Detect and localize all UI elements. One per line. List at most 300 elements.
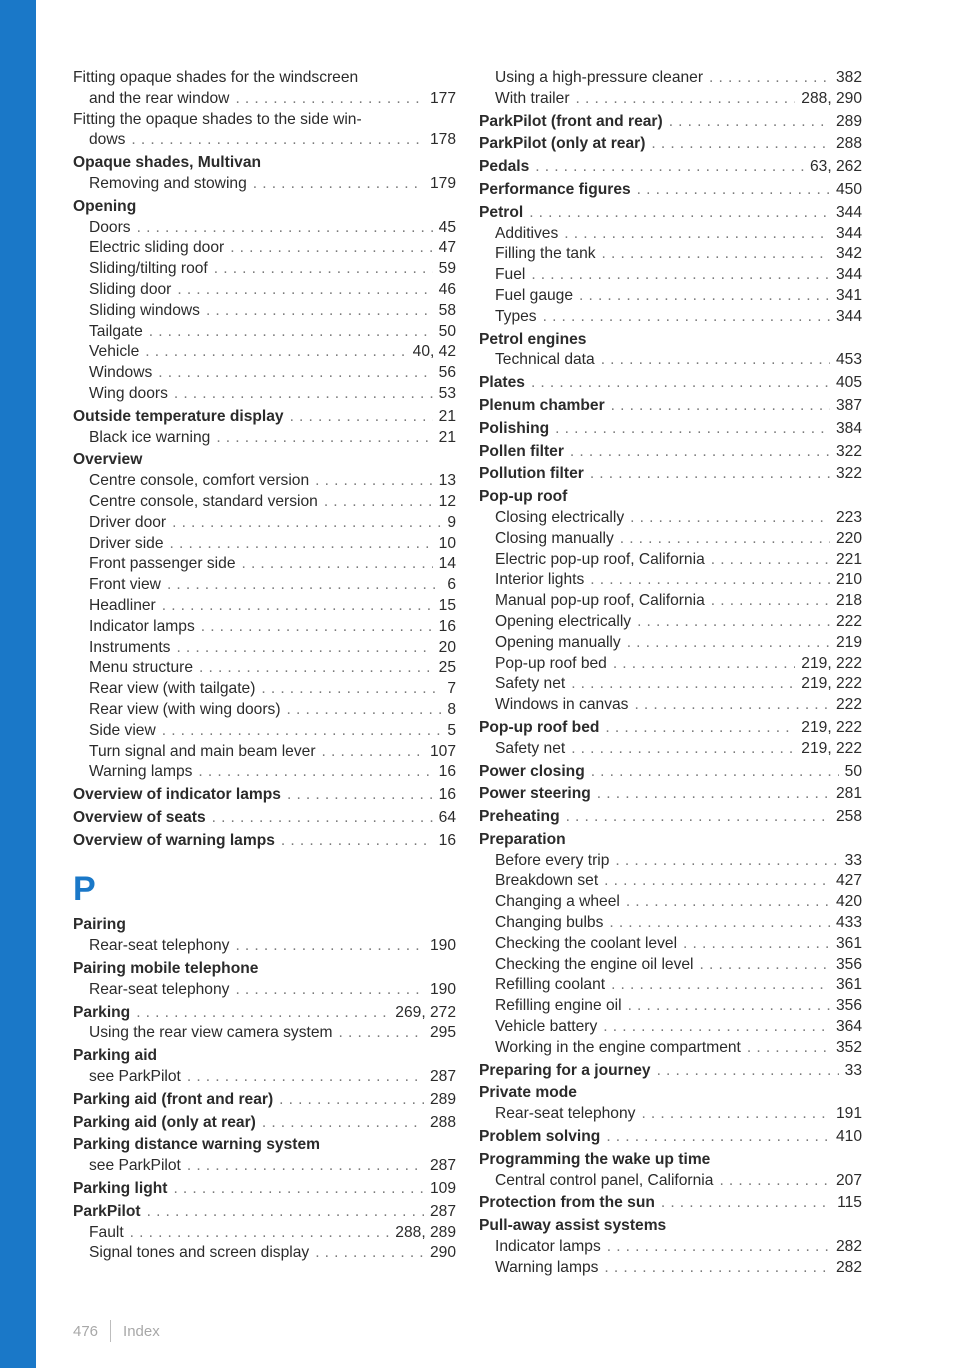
page-reference: 33 (844, 1061, 862, 1079)
entry-label: Additives (495, 224, 559, 242)
entry-label: Problem solving (479, 1128, 601, 1146)
index-heading (479, 419, 862, 440)
index-entry (479, 180, 862, 201)
index-subentry (73, 301, 456, 322)
dot-leader (543, 307, 830, 328)
index-heading (479, 487, 862, 508)
page-reference: 9 (447, 513, 456, 531)
index-subentry (73, 575, 456, 596)
index-subentry (73, 936, 456, 957)
dot-leader (147, 1202, 424, 1223)
entry-label: Power steering (479, 785, 591, 803)
index-subentry (73, 596, 456, 617)
entry-label: With trailer (495, 89, 570, 107)
entry-label: Using the rear view camera system (89, 1024, 333, 1042)
page-reference: 46 (438, 280, 456, 298)
dot-leader (719, 1171, 830, 1192)
index-heading (479, 1083, 862, 1104)
page-reference: 361 (835, 934, 862, 952)
index-subentry (479, 851, 862, 872)
entry-label: Electric pop-up roof, California (495, 550, 705, 568)
entry-label: Polishing (479, 419, 550, 437)
entry-label: Types (495, 307, 537, 325)
page-reference: 64 (438, 808, 456, 826)
index-heading (479, 1150, 862, 1171)
dot-leader (315, 471, 433, 492)
page-reference: 13 (438, 472, 456, 490)
page-reference: 16 (438, 617, 456, 635)
page-reference: 344 (835, 224, 862, 242)
index-entry (479, 330, 862, 372)
dot-leader (603, 1017, 830, 1038)
index-subentry (73, 617, 456, 638)
page-reference: 8 (447, 700, 456, 718)
entry-label: Parking aid (front and rear) (73, 1090, 274, 1108)
index-heading (479, 1193, 862, 1214)
entry-label: Changing bulbs (495, 914, 604, 932)
chapter-color-bar (0, 0, 36, 1368)
dot-leader (570, 442, 830, 463)
index-subentry (479, 89, 862, 110)
entry-label: Plenum chamber (479, 396, 605, 414)
dot-leader (287, 700, 442, 721)
dot-leader (566, 807, 830, 828)
entry-label: Preparing for a journey (479, 1061, 651, 1079)
index-heading (479, 134, 862, 155)
entry-label: Outside temperature display (73, 407, 284, 425)
dot-leader (198, 762, 432, 783)
page-number: 476 (73, 1322, 99, 1340)
entry-label: ParkPilot (only at rear) (479, 135, 646, 153)
index-subentry (479, 244, 862, 265)
page-reference: 219, 222 (801, 739, 862, 757)
page-reference: 53 (438, 384, 456, 402)
page-reference: 341 (835, 286, 862, 304)
page-reference: 223 (835, 508, 862, 526)
entry-label: see ParkPilot (89, 1157, 181, 1175)
page-reference: 344 (835, 266, 862, 284)
page-reference: 219 (835, 633, 862, 651)
entry-label: Opening manually (495, 633, 621, 651)
page-reference: 58 (438, 301, 456, 319)
index-subentry (73, 280, 456, 301)
dot-leader (531, 373, 830, 394)
page-reference: 287 (429, 1068, 456, 1086)
dot-leader (529, 203, 830, 224)
entry-label: Driver door (89, 513, 167, 531)
dot-leader (174, 384, 433, 405)
entry-label: Windows in canvas (495, 696, 629, 714)
index-subentry (73, 492, 456, 513)
page-reference: 364 (835, 1018, 862, 1036)
dot-leader (606, 1127, 830, 1148)
index-subentry (479, 307, 862, 328)
entry-label: Closing manually (495, 529, 614, 547)
index-subentry (73, 322, 456, 343)
entry-label: Safety net (495, 739, 566, 757)
entry-label: Power closing (479, 762, 585, 780)
entry-label: Menu structure (89, 659, 194, 677)
page-reference: 21 (438, 407, 456, 425)
index-heading (73, 407, 456, 428)
index-subentry (73, 679, 456, 700)
page-footer (73, 1320, 160, 1342)
index-subentry (479, 871, 862, 892)
index-entry (479, 807, 862, 828)
index-entry (479, 464, 862, 485)
page-reference: 288 (429, 1113, 456, 1131)
index-heading (73, 1046, 456, 1067)
index-subentry (73, 259, 456, 280)
entry-label: Vehicle battery (495, 1018, 598, 1036)
page-reference: 433 (835, 914, 862, 932)
entry-label: Private mode (479, 1084, 577, 1102)
entry-label: Pop-up roof (479, 488, 568, 506)
index-column-right (479, 68, 862, 1281)
entry-label: Pull-away assist systems (479, 1217, 667, 1235)
entry-label: Warning lamps (495, 1258, 599, 1276)
dot-leader (590, 464, 830, 485)
entry-label: Electric sliding door (89, 239, 225, 257)
index-entry (479, 830, 862, 1059)
index-heading (73, 808, 456, 829)
index-subentry (73, 513, 456, 534)
page-reference: 218 (835, 592, 862, 610)
dot-leader (634, 695, 830, 716)
dot-leader (605, 718, 795, 739)
entry-label: Indicator lamps (495, 1238, 601, 1256)
index-entry (479, 1083, 862, 1125)
entry-label: Central control panel, California (495, 1171, 714, 1189)
page-reference: 219, 222 (801, 654, 862, 672)
index-subentry (73, 554, 456, 575)
entry-label: Pop-up roof bed (479, 718, 600, 736)
dot-leader (262, 1113, 424, 1134)
index-subentry (479, 1104, 862, 1125)
page-reference: 289 (835, 112, 862, 130)
entry-label: Front passenger side (89, 555, 236, 573)
entry-label: Parking aid (only at rear) (73, 1113, 256, 1131)
index-heading (479, 1061, 862, 1082)
dot-leader (149, 322, 433, 343)
index-subentry (73, 130, 456, 151)
page-reference: 344 (835, 307, 862, 325)
index-heading (73, 1113, 456, 1134)
entry-label: Indicator lamps (89, 617, 195, 635)
index-heading (479, 718, 862, 739)
index-subentry (479, 955, 862, 976)
index-subentry (479, 654, 862, 675)
entry-label: see ParkPilot (89, 1068, 181, 1086)
index-entry (479, 718, 862, 760)
dot-leader (261, 679, 441, 700)
entry-label: Closing electrically (495, 508, 625, 526)
index-entry (73, 153, 456, 195)
page-reference: 45 (438, 218, 456, 236)
index-subentry (73, 238, 456, 259)
entry-label: Centre console, standard version (89, 492, 318, 510)
index-heading (73, 197, 456, 218)
index-entry (479, 784, 862, 805)
index-entry (479, 419, 862, 440)
index-heading (479, 464, 862, 485)
index-heading (479, 373, 862, 394)
index-subentry (479, 1017, 862, 1038)
dot-leader (564, 224, 830, 245)
page-reference: 290 (429, 1244, 456, 1262)
entry-label: Rear-seat telephony (89, 937, 230, 955)
entry-label: Plates (479, 374, 525, 392)
index-entry (73, 1179, 456, 1200)
index-subentry (73, 700, 456, 721)
dot-leader (535, 157, 804, 178)
entry-label: Warning lamps (89, 763, 193, 781)
page-reference: 295 (429, 1024, 456, 1042)
dot-leader (590, 570, 830, 591)
dot-leader (651, 134, 830, 155)
entry-label: Parking (73, 1003, 131, 1021)
entry-label: ParkPilot (front and rear) (479, 112, 663, 130)
page-reference: 16 (438, 763, 456, 781)
entry-label: Opening electrically (495, 612, 632, 630)
entry-label: Rear-seat telephony (495, 1105, 636, 1123)
index-entry (479, 373, 862, 394)
dot-leader (187, 1067, 424, 1088)
index-heading (479, 762, 862, 783)
entry-label: Petrol (479, 203, 524, 221)
entry-label: Overview of indicator lamps (73, 786, 281, 804)
entry-label: Tailgate (89, 322, 143, 340)
dot-leader (709, 68, 830, 89)
dot-leader (176, 638, 432, 659)
dot-leader (216, 428, 432, 449)
page-reference: 190 (429, 937, 456, 955)
dot-leader (322, 742, 424, 763)
page-reference: 207 (835, 1171, 862, 1189)
page-reference: 15 (438, 596, 456, 614)
page-reference: 387 (835, 396, 862, 414)
entry-label: Working in the engine compartment (495, 1038, 741, 1056)
index-heading (479, 330, 862, 351)
dot-leader (604, 1258, 830, 1279)
dot-leader (601, 350, 830, 371)
index-subentry (479, 1258, 862, 1279)
index-subentry (73, 742, 456, 763)
dot-leader (591, 762, 839, 783)
page-reference: 177 (429, 89, 456, 107)
dot-leader (230, 238, 432, 259)
dot-leader (162, 721, 442, 742)
page-reference: 282 (835, 1238, 862, 1256)
index-entry (73, 808, 456, 829)
index-subentry (479, 674, 862, 695)
entry-label: dows (89, 131, 126, 149)
dot-leader (137, 218, 433, 239)
index-subentry (73, 534, 456, 555)
index-subentry (73, 1223, 456, 1244)
entry-label: Overview of seats (73, 808, 206, 826)
index-heading (73, 959, 456, 980)
page-reference: 109 (429, 1180, 456, 1198)
page-reference: 427 (835, 872, 862, 890)
index-subentry (73, 218, 456, 239)
index-subentry (73, 428, 456, 449)
page-reference: 190 (429, 980, 456, 998)
page-reference: 222 (835, 612, 862, 630)
page-reference: 281 (835, 785, 862, 803)
index-subentry (73, 384, 456, 405)
entry-label: Pop-up roof bed (495, 654, 607, 672)
index-heading (73, 1090, 456, 1111)
index-subentry (479, 1237, 862, 1258)
page-reference: 287 (429, 1157, 456, 1175)
page-reference: 20 (438, 638, 456, 656)
index-subentry (73, 1067, 456, 1088)
dot-leader (579, 286, 830, 307)
dot-leader (576, 89, 796, 110)
page-reference: 450 (835, 180, 862, 198)
dot-leader (637, 612, 830, 633)
dot-leader (253, 174, 424, 195)
index-subentry (479, 286, 862, 307)
entry-label: Parking aid (73, 1047, 158, 1065)
index-heading (73, 785, 456, 806)
index-entry (479, 134, 862, 155)
page-reference: 191 (835, 1105, 862, 1123)
index-subentry (73, 762, 456, 783)
entry-label: Pedals (479, 158, 530, 176)
index-entry (479, 762, 862, 783)
dot-leader (613, 654, 795, 675)
index-subentry (73, 89, 456, 110)
entry-label: Rear view (with tailgate) (89, 680, 256, 698)
dot-leader (136, 1003, 389, 1024)
index-heading (479, 180, 862, 201)
page-reference: 219, 222 (801, 675, 862, 693)
dot-leader (199, 658, 433, 679)
index-entry (73, 407, 456, 449)
dot-leader (130, 1223, 390, 1244)
dot-leader (609, 913, 830, 934)
dot-leader (235, 980, 424, 1001)
index-subentry (73, 1243, 456, 1264)
index-subentry (479, 739, 862, 760)
entry-label: Using a high-pressure cleaner (495, 69, 704, 86)
entry-label: Technical data (495, 351, 595, 369)
dot-leader (604, 871, 830, 892)
dot-leader (641, 1104, 830, 1125)
index-entry (479, 203, 862, 328)
dot-leader (747, 1038, 830, 1059)
index-subentry (479, 1038, 862, 1059)
index-column-left (73, 68, 456, 1266)
index-subentry (479, 265, 862, 286)
page-reference: 453 (835, 351, 862, 369)
page-reference: 21 (438, 428, 456, 446)
entry-label: Rear view (with wing doors) (89, 700, 281, 718)
index-entry (73, 1046, 456, 1088)
entry-label: ParkPilot (73, 1202, 141, 1220)
entry-label: and the rear window (89, 89, 230, 107)
page-reference: 25 (438, 659, 456, 677)
index-entry (479, 1193, 862, 1214)
index-entry (479, 396, 862, 417)
page-reference: 287 (429, 1202, 456, 1220)
index-entry (73, 1202, 456, 1264)
dot-leader (212, 808, 433, 829)
entry-label: Driver side (89, 534, 164, 552)
page-reference: 7 (447, 680, 456, 698)
dot-leader (637, 180, 830, 201)
entry-label: Removing and stowing (89, 174, 247, 192)
index-entry (73, 450, 456, 783)
index-subentry (73, 1023, 456, 1044)
entry-label: Overview (73, 451, 143, 469)
page-reference: 63, 262 (809, 158, 862, 176)
index-entry (479, 112, 862, 133)
dot-leader (242, 554, 433, 575)
page-reference: 107 (429, 742, 456, 760)
index-entry (479, 1061, 862, 1082)
index-heading (479, 1127, 862, 1148)
index-entries-p (73, 915, 456, 1264)
index-subentry (73, 1156, 456, 1177)
index-subentry (479, 892, 862, 913)
dot-leader (611, 396, 830, 417)
entry-label: Refilling engine oil (495, 997, 622, 1015)
index-subentry (479, 224, 862, 245)
index-heading (479, 112, 862, 133)
index-heading (73, 450, 456, 471)
index-subentry (479, 612, 862, 633)
dot-leader (630, 508, 830, 529)
entry-label: Interior lights (495, 571, 585, 589)
index-heading (73, 1179, 456, 1200)
index-subentry (479, 550, 862, 571)
entry-label: Doors (89, 218, 131, 236)
index-entry (73, 915, 456, 957)
entry-label: Parking light (73, 1180, 168, 1198)
entry-label: Opening (73, 197, 137, 215)
dot-leader (324, 492, 433, 513)
dot-leader (602, 244, 830, 265)
entry-label: Manual pop-up roof, California (495, 592, 705, 610)
dot-leader (206, 301, 433, 322)
index-subentry (479, 529, 862, 550)
entry-label: Fitting opaque shades for the windscreen (73, 69, 359, 86)
index-entry (479, 1216, 862, 1278)
dot-leader (172, 513, 441, 534)
dot-leader (173, 1179, 424, 1200)
index-entry (479, 1150, 862, 1192)
entry-label: Filling the tank (495, 245, 596, 263)
page-reference: 220 (835, 529, 862, 547)
entry-label: Petrol engines (479, 330, 587, 348)
dot-leader (620, 529, 830, 550)
entry-label: Breakdown set (495, 872, 599, 890)
entry-label: Safety net (495, 675, 566, 693)
index-heading (479, 784, 862, 805)
index-subentry (479, 591, 862, 612)
index-entry (73, 785, 456, 806)
index-subentry (73, 721, 456, 742)
dot-leader (287, 785, 433, 806)
page-reference: 16 (438, 831, 456, 849)
entry-label: Rear-seat telephony (89, 980, 230, 998)
dot-leader (571, 674, 795, 695)
page-reference: 56 (438, 364, 456, 382)
dot-leader (279, 1090, 424, 1111)
